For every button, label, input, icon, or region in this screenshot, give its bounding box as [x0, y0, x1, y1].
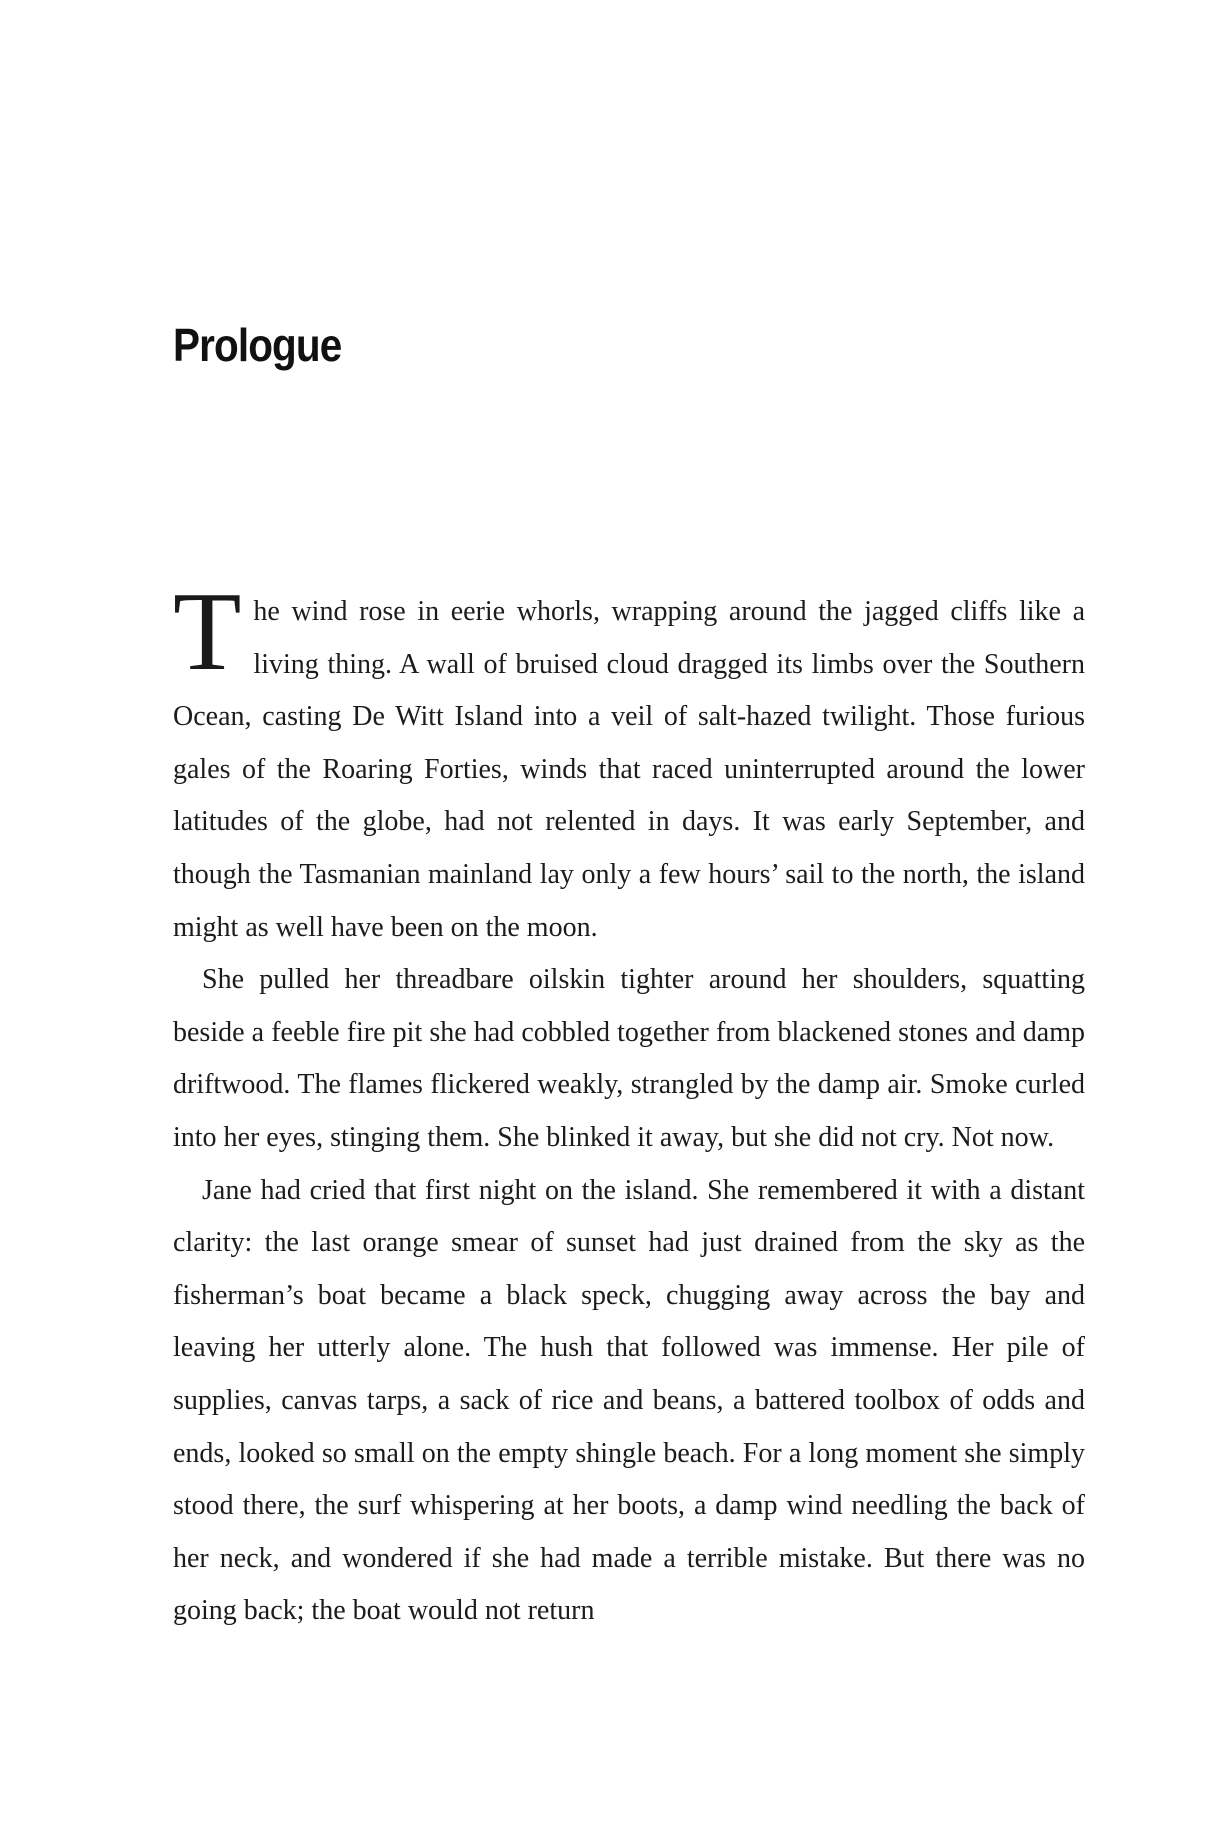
paragraph-3: Jane had cried that first night on the island. She remembered it with a distant clarity: the last orange smear of sunset had just drained from the sky as the fisherman’s boat became a black speck, chugging away across the bay and leaving her utterly alone. The hush that followed was immense. Her pile of supplies, canvas tarps, a sack of rice and beans, a battered toolbox of odds and ends, looked so small on the empty shingle beach. For a long moment she simply stood there, the surf whispering at her boots, a damp wind needling the back of her neck, and wondered if she had made a terrible mistake. But there was no going back; the boat would not return: [173, 1174, 1085, 1627]
paragraph-2: She pulled her threadbare oilskin tighter around her shoulders, squatting beside a feeble fire pit she had cobbled together from blackened stones and damp driftwood. The flames flickered weakly, strangled by the damp air. Smoke curled into her eyes, stinging them. She blinked it away, but she did not cry. Not now.: [173, 964, 1085, 1153]
body-text: [173, 570, 1085, 1638]
paragraph-1: [173, 570, 1085, 954]
paragraph-1-text: he wind rose in eerie whorls, wrapping around the jagged cliffs like a living thing. A wall of bruised cloud dragged its limbs over the Southern Ocean, casting De Witt Island into a veil of salt-hazed twilight. Those furious gales of the Roaring Forties, winds that raced uninterrupted around the lower latitudes of the globe, had not relented in days. It was early September, and though the Tasmanian mainland lay only a few hours’ sail to the north, the island might as well have been on the moon.: [173, 596, 1085, 943]
chapter-title: Prologue: [173, 319, 342, 371]
drop-cap: T: [173, 570, 242, 694]
